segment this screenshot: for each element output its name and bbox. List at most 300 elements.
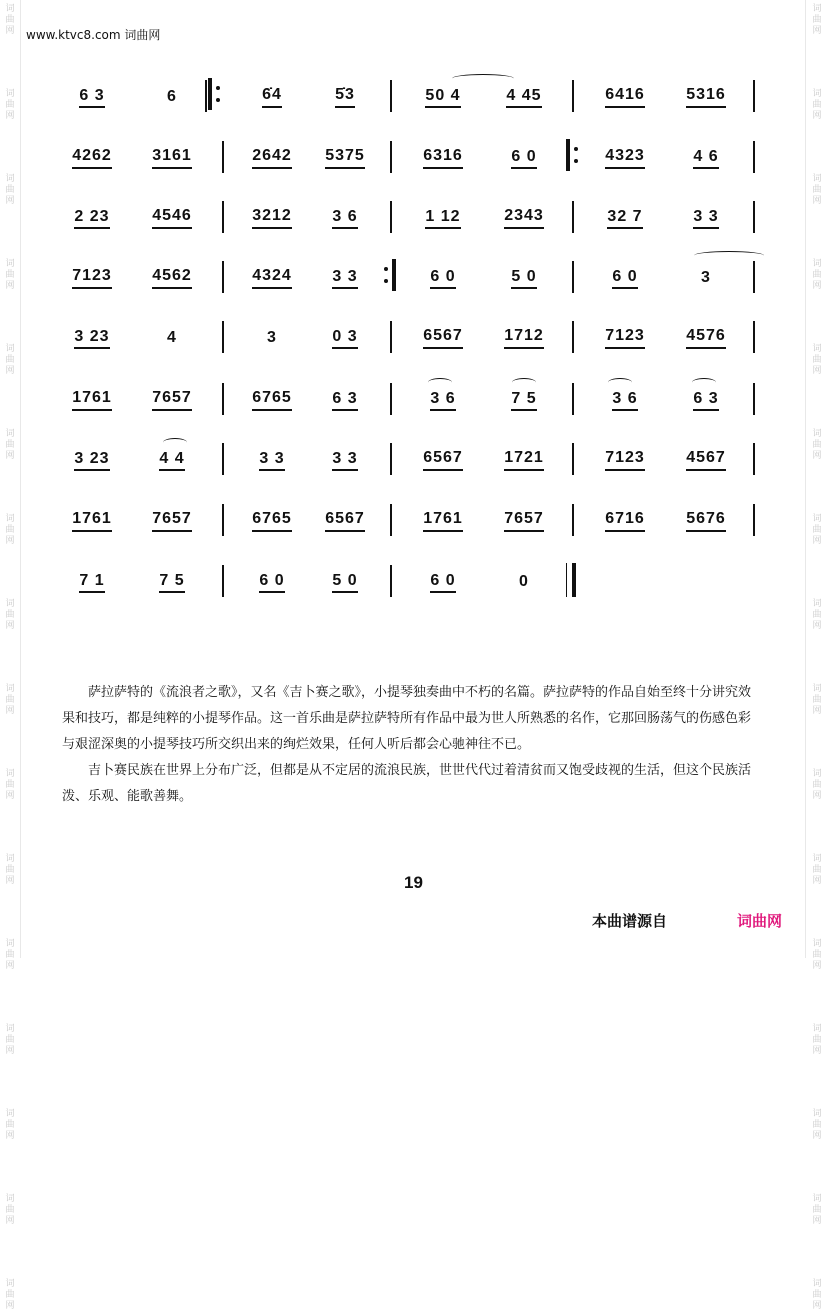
notation-group — [245, 567, 299, 597]
watermark-group — [812, 684, 821, 717]
watermark-char: 网 — [812, 706, 822, 716]
notation-text: 4562 — [152, 267, 192, 289]
watermark-group — [812, 769, 821, 802]
watermark-char: 曲 — [812, 440, 822, 450]
watermark-char: 词 — [812, 514, 822, 524]
watermark-char: 词 — [812, 769, 822, 779]
notation-text: 5375 — [325, 147, 365, 169]
watermark-char: 网 — [5, 1046, 15, 1056]
notation-text: 6 0 — [430, 572, 455, 593]
notation-text: 6765 — [252, 389, 292, 411]
notation-text: 3 23 — [74, 328, 109, 349]
source-label: 本曲谱源自 — [592, 912, 668, 930]
watermark-char: 词 — [5, 89, 15, 99]
notation-group — [318, 506, 372, 536]
watermark-char: 词 — [812, 89, 822, 99]
watermark-char: 词 — [812, 854, 822, 864]
notation-group — [598, 385, 652, 415]
watermark-char: 曲 — [812, 1205, 822, 1215]
watermark-char: 词 — [812, 684, 822, 694]
watermark-char: 词 — [812, 939, 822, 949]
watermark-char: 词 — [5, 1194, 15, 1204]
watermark-char: 网 — [812, 621, 822, 631]
notation-group — [676, 385, 736, 415]
notation-text: 3 23 — [74, 450, 109, 471]
notation-text: 7123 — [72, 267, 112, 289]
notation-text: 6 0 — [430, 268, 455, 289]
notation-group — [494, 323, 554, 353]
barline — [390, 321, 392, 353]
watermark-group — [812, 1279, 821, 1312]
notation-text: 3 3 — [693, 208, 718, 229]
barline — [390, 504, 392, 536]
barline — [753, 80, 755, 112]
notation-group — [68, 445, 116, 475]
notation-text: 7657 — [152, 510, 192, 532]
notation-text: 7 5 — [511, 390, 536, 411]
tie-slur — [163, 438, 187, 447]
notation-group — [494, 143, 554, 173]
notation-text: 7657 — [504, 510, 544, 532]
watermark-char: 词 — [812, 1109, 822, 1119]
watermark-char: 词 — [812, 174, 822, 184]
notation-group — [140, 506, 204, 536]
watermark-char: 网 — [812, 366, 822, 376]
notation-text: 6716 — [605, 510, 645, 532]
notation-group — [494, 445, 554, 475]
notation-text: 1712 — [504, 327, 544, 349]
watermark-char: 曲 — [5, 610, 15, 620]
notation-text: 4324 — [252, 267, 292, 289]
watermark-char: 词 — [5, 259, 15, 269]
watermark-char: 曲 — [812, 695, 822, 705]
notation-group — [598, 506, 652, 536]
watermark-char: 网 — [812, 1131, 822, 1141]
watermark-char: 曲 — [812, 185, 822, 195]
barline — [753, 383, 755, 415]
watermark-char: 网 — [5, 1131, 15, 1141]
notation-group — [245, 82, 299, 112]
watermark-char: 网 — [5, 536, 15, 546]
watermark-char: 词 — [5, 684, 15, 694]
watermark-char: 网 — [5, 876, 15, 886]
watermark-char: 曲 — [812, 865, 822, 875]
notation-group — [676, 263, 736, 293]
notation-text: 2 23 — [74, 208, 109, 229]
notation-text: 2343 — [504, 207, 544, 229]
barline — [572, 80, 574, 112]
notation-group — [318, 323, 372, 353]
barline — [390, 141, 392, 173]
watermark-char: 曲 — [812, 1290, 822, 1300]
barline — [390, 383, 392, 415]
notation-group — [245, 385, 299, 415]
notation-text: 50 4 — [425, 87, 460, 108]
watermark-char: 网 — [812, 281, 822, 291]
watermark-group — [812, 939, 821, 972]
notation-text: 6 3 — [332, 390, 357, 411]
notation-text: 3 3 — [332, 450, 357, 471]
notation-group — [140, 323, 204, 353]
notation-group — [318, 445, 372, 475]
notation-group — [68, 82, 116, 112]
notation-group — [598, 82, 652, 112]
watermark-char: 网 — [812, 451, 822, 461]
barline — [572, 261, 574, 293]
notation-group — [140, 263, 204, 293]
watermark-char: 曲 — [5, 950, 15, 960]
watermark-char: 曲 — [812, 100, 822, 110]
watermark-char: 曲 — [812, 780, 822, 790]
watermark-char: 词 — [812, 4, 822, 14]
notation-text: 6416 — [605, 86, 645, 108]
watermark-char: 网 — [812, 196, 822, 206]
watermark-char: 曲 — [5, 780, 15, 790]
watermark-char: 曲 — [5, 185, 15, 195]
notation-text: 1721 — [504, 449, 544, 471]
notation-text: 6567 — [325, 510, 365, 532]
notation-text: 1 12 — [425, 208, 460, 229]
barline — [222, 383, 224, 415]
notation-group — [676, 506, 736, 536]
watermark-char: 曲 — [5, 1120, 15, 1130]
notation-text: 3 — [701, 269, 711, 286]
watermark-char: 曲 — [812, 1035, 822, 1045]
watermark-group — [5, 1109, 14, 1142]
barline — [222, 201, 224, 233]
notation-text: 4567 — [686, 449, 726, 471]
watermark-char: 曲 — [5, 440, 15, 450]
notation-text: 6 — [167, 88, 177, 105]
notation-text: 6567 — [423, 449, 463, 471]
watermark-char: 曲 — [5, 1035, 15, 1045]
notation-group — [68, 385, 116, 415]
barline — [222, 443, 224, 475]
barline — [753, 141, 755, 173]
watermark-char: 词 — [5, 4, 15, 14]
barline — [222, 565, 224, 597]
watermark-char: 词 — [812, 429, 822, 439]
notation-group — [245, 506, 299, 536]
notation-text: 4 45 — [506, 87, 541, 108]
notation-group — [318, 203, 372, 233]
notation-group — [245, 203, 299, 233]
notation-group — [598, 445, 652, 475]
tie-slur — [428, 378, 452, 387]
notation-text: 0 3 — [332, 328, 357, 349]
notation-group — [598, 143, 652, 173]
notation-group — [68, 323, 116, 353]
watermark-char: 网 — [5, 111, 15, 121]
watermark-group — [5, 1279, 14, 1312]
tie-slur — [608, 378, 632, 387]
notation-group — [416, 143, 470, 173]
watermark-char: 词 — [812, 259, 822, 269]
barline — [222, 141, 224, 173]
watermark-char: 曲 — [812, 525, 822, 535]
watermark-group — [812, 1024, 821, 1057]
watermark-char: 曲 — [812, 15, 822, 25]
notation-text: 4546 — [152, 207, 192, 229]
notation-text: 32 7 — [607, 208, 642, 229]
tie-slur — [452, 74, 514, 83]
notation-text: 7123 — [605, 327, 645, 349]
notation-group — [318, 385, 372, 415]
paragraph-1: 萨拉萨特的《流浪者之歌》，又名《吉卜赛之歌》，小提琴独奏曲中不朽的名篇。萨拉萨特的作品自始至终十分讲究效果和技巧，都是纯粹的小提琴作品。这一首乐曲是萨拉萨特所有作品中最为世人所熟悉的名作，它那回肠荡气的伤感色彩与艰涩深奥的小提琴技巧所交织出来的绚烂效果，任何人听后都会心驰神往不已。 — [62, 685, 752, 752]
watermark-char: 词 — [812, 1279, 822, 1289]
notation-text: 0 — [519, 573, 529, 590]
notation-group — [598, 263, 652, 293]
notation-group — [598, 323, 652, 353]
notation-group — [68, 203, 116, 233]
notation-text: 3161 — [152, 147, 192, 169]
notation-text: 7123 — [605, 449, 645, 471]
barline — [572, 321, 574, 353]
watermark-char: 曲 — [5, 525, 15, 535]
tie-slur — [694, 251, 764, 260]
barline — [753, 261, 755, 293]
watermark-char: 网 — [812, 791, 822, 801]
notation-group — [494, 263, 554, 293]
watermark-char: 曲 — [5, 355, 15, 365]
watermark-char: 曲 — [5, 100, 15, 110]
notation-group — [68, 263, 116, 293]
paragraph-2: 吉卜赛民族在世界上分布广泛，但都是从不定居的流浪民族，世世代代过着清贫而又饱受歧视的生活，但这个民族活泼、乐观、能歌善舞。 — [62, 763, 752, 804]
notation-text: 6 0 — [511, 148, 536, 169]
watermark-char: 词 — [5, 854, 15, 864]
repeat-end-sign — [384, 259, 396, 291]
repeat-start-sign — [566, 139, 578, 171]
watermark-char: 网 — [5, 621, 15, 631]
watermark-char: 网 — [5, 196, 15, 206]
barline — [222, 261, 224, 293]
watermark-char: 网 — [5, 451, 15, 461]
notation-group — [676, 445, 736, 475]
notation-text: 1761 — [423, 510, 463, 532]
notation-group — [140, 567, 204, 597]
watermark-char: 网 — [812, 536, 822, 546]
watermark-char: 词 — [5, 429, 15, 439]
notation-group — [416, 263, 470, 293]
watermark-char: 曲 — [812, 355, 822, 365]
notation-text: 6 0 — [259, 572, 284, 593]
watermark-char: 网 — [812, 111, 822, 121]
barline — [390, 201, 392, 233]
notation-group — [318, 82, 372, 112]
notation-text: 6316 — [423, 147, 463, 169]
final-barline — [566, 563, 576, 597]
watermark-char: 词 — [812, 599, 822, 609]
notation-group — [416, 82, 470, 112]
watermark-char: 词 — [5, 599, 15, 609]
notation-text: 3212 — [252, 207, 292, 229]
watermark-char: 词 — [812, 344, 822, 354]
notation-text: 4262 — [72, 147, 112, 169]
notation-group — [140, 445, 204, 475]
watermark-char: 网 — [5, 1216, 15, 1226]
watermark-char: 词 — [5, 1109, 15, 1119]
notation-text: 3 — [267, 329, 277, 346]
notation-text: 7657 — [152, 389, 192, 411]
watermark-char: 曲 — [5, 1290, 15, 1300]
notation-group — [598, 203, 652, 233]
notation-text: 6765 — [252, 510, 292, 532]
notation-text: 6 3 — [693, 390, 718, 411]
notation-text: 4 — [167, 329, 177, 346]
barline — [390, 565, 392, 597]
notation-text: 5676 — [686, 510, 726, 532]
watermark-char: 曲 — [812, 1120, 822, 1130]
notation-text: 5316 — [686, 86, 726, 108]
notation-text: 4323 — [605, 147, 645, 169]
description-text — [62, 680, 762, 810]
watermark-char: 曲 — [5, 695, 15, 705]
watermark-char: 曲 — [812, 610, 822, 620]
notation-group — [68, 506, 116, 536]
watermark-group — [5, 769, 14, 802]
barline — [222, 321, 224, 353]
tie-slur — [512, 378, 536, 387]
notation-text: 2642 — [252, 147, 292, 169]
site-url: www.ktvc8.com 词曲网 — [26, 28, 161, 42]
page-number: 19 — [404, 873, 423, 892]
watermark-group — [812, 1194, 821, 1227]
notation-text: 1761 — [72, 389, 112, 411]
notation-group — [676, 203, 736, 233]
barline — [572, 443, 574, 475]
notation-group — [416, 506, 470, 536]
notation-text: 3 6 — [430, 390, 455, 411]
notation-group — [676, 323, 736, 353]
notation-text: 6 0 — [612, 268, 637, 289]
notation-group — [494, 82, 554, 112]
notation-text: 4 4 — [159, 450, 184, 471]
watermark-char: 曲 — [5, 15, 15, 25]
watermark-char: 词 — [5, 1279, 15, 1289]
watermark-char: 网 — [812, 1216, 822, 1226]
notation-group — [494, 385, 554, 415]
watermark-char: 曲 — [812, 950, 822, 960]
barline — [222, 504, 224, 536]
watermark-char: 词 — [5, 174, 15, 184]
notation-group — [140, 82, 204, 112]
notation-group — [416, 203, 470, 233]
watermark-char: 网 — [5, 1301, 15, 1311]
watermark-char: 词 — [5, 1024, 15, 1034]
notation-group — [676, 82, 736, 112]
watermark-char: 曲 — [5, 270, 15, 280]
repeat-start-sign — [208, 78, 220, 110]
notation-group — [318, 567, 372, 597]
notation-group — [416, 445, 470, 475]
watermark-char: 词 — [5, 514, 15, 524]
notation-group — [676, 143, 736, 173]
notation-group — [245, 445, 299, 475]
notation-group — [245, 263, 299, 293]
watermark-char: 网 — [812, 961, 822, 971]
notation-group — [140, 143, 204, 173]
notation-group — [416, 385, 470, 415]
watermark-char: 词 — [5, 769, 15, 779]
watermark-char: 词 — [812, 1024, 822, 1034]
barline — [753, 504, 755, 536]
barline — [572, 383, 574, 415]
watermark-char: 网 — [5, 961, 15, 971]
watermark-char: 曲 — [5, 865, 15, 875]
notation-group — [494, 567, 554, 597]
notation-text: 5 0 — [511, 268, 536, 289]
watermark-group — [5, 1024, 14, 1057]
notation-group — [318, 263, 372, 293]
notation-group — [245, 143, 299, 173]
notation-group — [416, 323, 470, 353]
notation-text: 3 6 — [612, 390, 637, 411]
numbered-notation-score — [0, 0, 827, 620]
notation-text: 6567 — [423, 327, 463, 349]
notation-group — [245, 323, 299, 353]
notation-text: 1761 — [72, 510, 112, 532]
barline — [390, 443, 392, 475]
notation-text: 3 6 — [332, 208, 357, 229]
notation-text: 3 3 — [259, 450, 284, 471]
notation-text: 4 6 — [693, 148, 718, 169]
watermark-char: 词 — [5, 344, 15, 354]
watermark-char: 网 — [812, 876, 822, 886]
notation-group — [68, 143, 116, 173]
barline — [572, 504, 574, 536]
notation-text: 7 5 — [159, 572, 184, 593]
watermark-char: 网 — [5, 366, 15, 376]
barline — [753, 201, 755, 233]
watermark-char: 网 — [5, 26, 15, 36]
watermark-char: 曲 — [812, 270, 822, 280]
watermark-char: 网 — [812, 26, 822, 36]
notation-group — [494, 506, 554, 536]
notation-group — [68, 567, 116, 597]
notation-group — [494, 203, 554, 233]
brand-logo[interactable]: 词曲网 — [737, 912, 783, 930]
watermark-char: 词 — [5, 939, 15, 949]
notation-text: 6̇4 — [262, 86, 282, 108]
watermark-group — [5, 684, 14, 717]
notation-group — [416, 567, 470, 597]
watermark-char: 网 — [812, 1046, 822, 1056]
notation-group — [318, 143, 372, 173]
notation-text: 7 1 — [79, 572, 104, 593]
barline — [753, 443, 755, 475]
watermark-group — [5, 939, 14, 972]
watermark-char: 网 — [5, 706, 15, 716]
watermark-char: 网 — [812, 1301, 822, 1311]
notation-text: 5 0 — [332, 572, 357, 593]
notation-text: 6 3 — [79, 87, 104, 108]
notation-text: 4576 — [686, 327, 726, 349]
tie-slur — [692, 378, 716, 387]
notation-text: 3 3 — [332, 268, 357, 289]
notation-text: 5̇3 — [335, 86, 355, 108]
notation-group — [140, 385, 204, 415]
notation-group — [140, 203, 204, 233]
barline — [205, 80, 207, 112]
watermark-char: 网 — [5, 791, 15, 801]
watermark-char: 词 — [812, 1194, 822, 1204]
watermark-char: 网 — [5, 281, 15, 291]
barline — [572, 201, 574, 233]
barline — [753, 321, 755, 353]
watermark-group — [5, 1194, 14, 1227]
barline — [390, 80, 392, 112]
watermark-char: 曲 — [5, 1205, 15, 1215]
